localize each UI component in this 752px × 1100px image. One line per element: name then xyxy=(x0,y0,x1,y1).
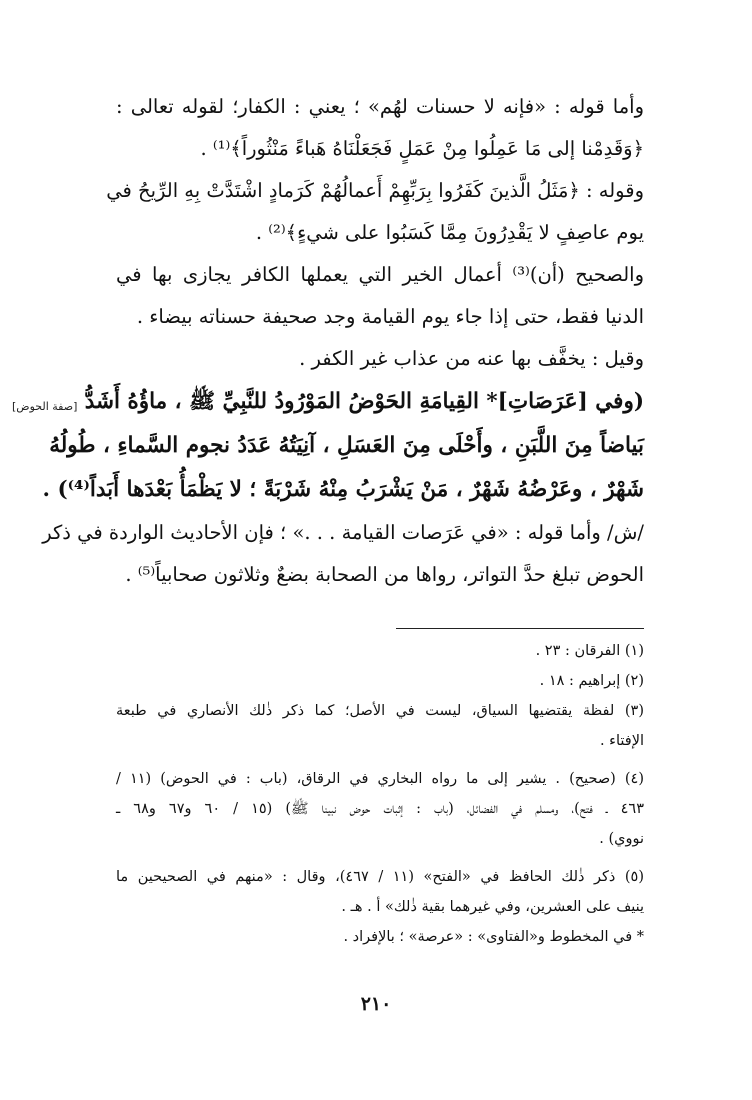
text-line: وقيل : يخفَّف بها عنه من عذاب غير الكفر . xyxy=(299,347,644,370)
text-line: ﴿وَقَدِمْنا إلى مَا عَمِلُوا مِنْ عَمَلٍ فَجَعَلْنَاهُ هَباءً مَنْثُوراً﴾⁽¹⁾ . xyxy=(200,137,644,160)
footnote-2: (٢) إبراهيم : ١٨ . xyxy=(539,673,644,689)
matn-line: (وفي [عَرَصَاتِ]* القِيامَةِ الحَوْضُ المَوْرُودُ للنَّبِيِّ ﷺ ، ماؤُهُ أَشَدُّ xyxy=(84,389,644,414)
sharh-paragraph xyxy=(42,512,644,596)
margin-note: [صفة الحوض] xyxy=(12,400,78,413)
text-line: الحوض تبلغ حدَّ التواتر، رواها من الصحابة بضعٌ وثلاثون صحابياً⁽⁵⁾ . xyxy=(125,563,644,586)
footnote-4-cont: ٤٦٣ ـ فتح)، ومسلم في الفضائل، (باب : إثبات حوض نبينا ﷺ) (١٥ / ٦٠ و٦٧ و٦٨ ـ xyxy=(116,801,645,817)
footnote-4-cont: نووي) . xyxy=(599,831,644,847)
text-line: والصحيح (أن)⁽³⁾ أعمال الخير التي يعملها الكافر يجازى بها في xyxy=(116,263,644,286)
matn-line: شَهْرٌ ، وعَرْضُهُ شَهْرٌ ، مَنْ يَشْرَبُ مِنْهُ شَرْبَةً ؛ لا يَظْمَأُ بَعْدَها أَبَداً⁽⁴⁾) . xyxy=(42,477,644,502)
text-line: وأما قوله : «فإنه لا حسنات لهُم» ؛ يعني : الكفار؛ لقوله تعالى : xyxy=(116,95,644,118)
page-number: ٢١٠ xyxy=(360,993,392,1015)
matn-line: بَياضاً مِنَ اللَّبَنِ ، وأَحْلَى مِنَ العَسَلِ ، آنِيَتُهُ عَدَدُ نجوم السَّماءِ ، طُولُهُ xyxy=(49,433,644,458)
footnote-divider xyxy=(396,628,644,629)
footnote-3: (٣) لفظة يقتضيها السياق، ليست في الأصل؛ كما ذكر ذٰلك الأنصاري في طبعة xyxy=(116,703,644,719)
footnote-5: (٥) ذكر ذٰلك الحافظ في «الفتح» (١١ / ٤٦٧)، وقال : «منهم في الصحيحين ما xyxy=(116,869,645,885)
intro-paragraphs xyxy=(106,86,644,380)
footnote-4: (٤) (صحيح) . يشير إلى ما رواه البخاري في الرقاق، (باب : في الحوض) (١١ / xyxy=(116,771,644,787)
footnote-1: (١) الفرقان : ٢٣ . xyxy=(535,643,644,659)
footnote-asterisk: * في المخطوط و«الفتاوى» : «عرصة» ؛ بالإفراد . xyxy=(343,929,644,945)
footnotes xyxy=(116,636,644,952)
text-line: يوم عاصِفٍ لا يَقْدِرُونَ مِمَّا كَسَبُوا على شيءٍ﴾⁽²⁾ . xyxy=(255,221,644,244)
footnote-3-cont: الإفتاء . xyxy=(599,733,644,749)
footnote-5-cont: ينيف على العشرين، وفي غيرهما بقية ذٰلك» أ . هـ . xyxy=(341,899,644,915)
text-line: الدنيا فقط، حتى إذا جاء يوم القيامة وجد صحيفة حسناته بيضاء . xyxy=(136,305,644,328)
text-line: /ش/ وأما قوله : «في عَرَصات القيامة . . .» ؛ فإن الأحاديث الواردة في ذكر xyxy=(42,521,644,544)
text-line: وقوله : ﴿مَثَلُ الَّذينَ كَفَرُوا بِرَبِّهِمْ أَعمالُهُمْ كَرَمادٍ اشْتَدَّتْ بِهِ الرِّيحُ في xyxy=(106,179,644,202)
